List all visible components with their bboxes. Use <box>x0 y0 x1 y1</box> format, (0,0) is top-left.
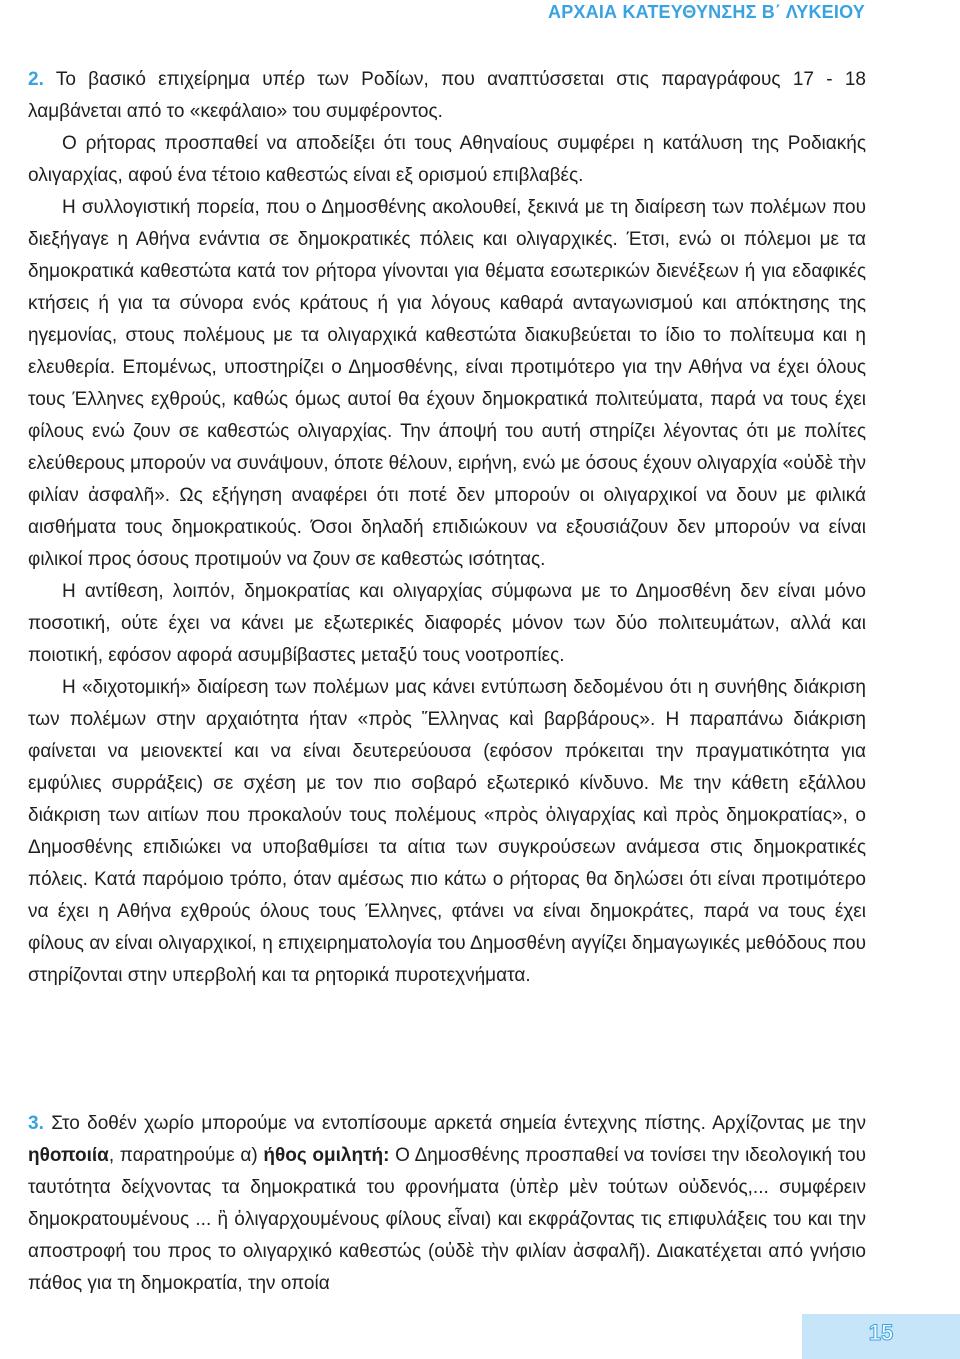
text-segment: Στο δοθέν χωρίο μπορούμε να εντοπίσουμε αρκετά σημεία έντεχνης πίστης. Αρχίζοντας με την <box>51 1113 866 1134</box>
paragraph: Η συλλογιστική πορεία, που ο Δημοσθένης ακολουθεί, ξεκινά με τη διαίρεση των πολέμων που διεξήγαγε η Αθήνα ενάντια σε δημοκρατικές πόλεις και ολιγαρχικές. Έτσι, ενώ οι πόλεμοι με τα δημοκρατικά καθεστώτα κατά τον ρήτορα γίνονται για θέματα εσωτερικών διενέξεων ή για εδαφικές κτήσεις ή για τα σύνορα ενός κράτους ή για λόγους καθαρά ανταγωνισμού και απόκτησης της ηγεμονίας, στους πολέμους με τα ολιγαρχικά καθεστώτα διακυβεύεται το ίδιο το πολίτευμα και η ελευθερία. Επομένως, υποστηρίζει ο Δημοσθένης, είναι προτιμότερο για την Αθήνα να έχει όλους τους Έλληνες εχθρούς, καθώς όμως αυτοί θα έχουν δημοκρατικά πολιτεύματα, παρά να τους έχει φίλους ενώ ζουν σε καθεστώς ολιγαρχίας. Την άποψή του αυτή στηρίζει λέγοντας ότι με πολίτες ελεύθερους μπορούν να συνάψουν, όποτε θέλουν, ειρήνη, ενώ με όσους έχουν ολιγαρχία «οὐδὲ τὴν φιλίαν ἀσφαλῆ». Ως εξήγηση αναφέρει ότι ποτέ δεν μπορούν οι ολιγαρχικοί να δουν με φιλικά αισθήματα τους δημοκρατικούς. Όσοι δηλαδή επιδιώκουν να εξουσιάζουν δεν μπορούν να είναι φιλικοί προς όσους προτιμούν να ζουν σε καθεστώς ισότητας. <box>28 197 866 570</box>
paragraph: Η «διχοτομική» διαίρεση των πολέμων μας κάνει εντύπωση δεδομένου ότι η συνήθης διάκριση των πολέμων στην αρχαιότητα ήταν «πρὸς Ἕλληνας καὶ βαρβάρους». Η παραπάνω διάκριση φαίνεται να μειονεκτεί και να είναι δευτερεύουσα (εφόσον πρόκειται την πραγματικότητα για εμφύλιες συρράξεις) σε σχέση με τον πιο σοβαρό εξωτερικό κίνδυνο. Με την κάθετη εξάλλου διάκριση των αιτίων που προκαλούν τους πολέμους «πρὸς ὀλιγαρχίας καὶ πρὸς δημοκρατίας», ο Δημοσθένης επιδιώκει να υποβαθμίσει τα αίτια των συγκρούσεων ανάμεσα στις δημοκρατικές πόλεις. Κατά παρόμοιο τρόπο, όταν αμέσως πιο κάτω ο ρήτορας θα δηλώσει ότι είναι προτιμότερο να έχει η Αθήνα εχθρούς όλους τους Έλληνες, φτάνει να είναι δημοκράτες, παρά να τους έχει φίλους αν είναι ολιγαρχικοί, η επιχειρηματολογία του Δημοσθένη αγγίζει δημαγωγικές μεθόδους που στηρίζονται στην υπερβολή και τα ρητορικά πυροτεχνήματα. <box>28 677 866 986</box>
paragraph: Η αντίθεση, λοιπόν, δημοκρατίας και ολιγαρχίας σύμφωνα με το Δημοσθένη δεν είναι μόνο ποσοτική, ούτε έχει να κάνει με εξωτερικές διαφορές μόνον των δύο πολιτευμάτων, αλλά και ποιοτική, εφόσον αφορά ασυμβίβαστες μεταξύ τους νοοτροπίες. <box>28 581 866 666</box>
section-number: 3. <box>28 1113 44 1134</box>
page-number: 15 <box>868 1320 894 1345</box>
page-body <box>28 64 866 1294</box>
running-header: ΑΡΧΑΙΑ ΚΑΤΕΥΘΥΝΣΗΣ Β΄ ΛΥΚΕΙΟΥ <box>548 2 865 22</box>
text-segment: Ο Δημοσθένης προσπαθεί να τονίσει την ιδεολογική του ταυτότητα δείχνοντας τα δημοκρατικά του φρονήματα (ὑπὲρ μὲν τούτων οὐδενός,... συμφέρειν δημοκρατουμένους ... ἢ ὀλιγαρχουμένους φίλους εἶναι) και εκφράζοντας τις επιφυλάξεις του και την αποστροφή του προς το ολιγαρχικό καθεστώς (οὐδὲ τὴν φιλίαν ἀσφαλῆ). Διακατέχεται από γνήσιο πάθος για τη δημοκρατία, την οποία <box>28 1145 866 1294</box>
term-ethopoiia: ηθοποιία <box>28 1145 109 1166</box>
paragraph: Ο ρήτορας προσπαθεί να αποδείξει ότι τους Αθηναίους συμφέρει η κατάλυση της Ροδιακής ολιγαρχίας, αφού ένα τέτοιο καθεστώς είναι εξ ορισμού επιβλαβές. <box>28 133 866 186</box>
section-2-intro <box>28 64 866 128</box>
term-speaker-ethos: ήθος ομιλητή: <box>263 1145 390 1166</box>
text-segment: , παρατηρούμε α) <box>108 1145 264 1166</box>
section-number: 2. <box>28 69 44 90</box>
page-number-tab <box>802 1314 960 1359</box>
paragraph-text: Το βασικό επιχείρημα υπέρ των Ροδίων, που αναπτύσσεται στις παραγράφους 17 - 18 λαμβάνεται από το «κεφάλαιο» του συμφέροντος. <box>28 69 866 122</box>
section-3 <box>28 1108 866 1300</box>
